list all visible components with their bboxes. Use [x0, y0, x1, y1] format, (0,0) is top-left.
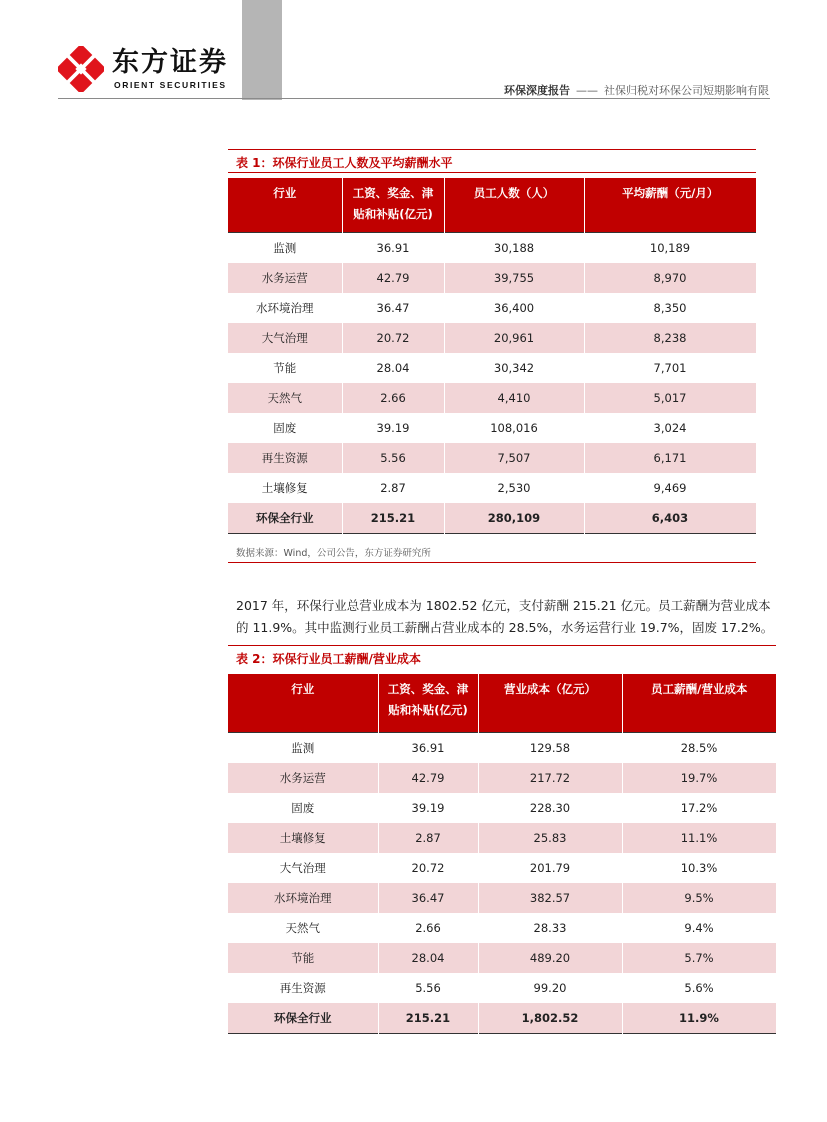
table1-cell: 10,189: [584, 232, 756, 263]
header-rule: [58, 98, 770, 99]
table2-cell: 监测: [228, 732, 378, 763]
table2-cell: 5.7%: [622, 943, 776, 973]
table1-cell: 节能: [228, 353, 342, 383]
table1-cell: 4,410: [444, 383, 584, 413]
table1-row: [228, 263, 756, 293]
table2-cell: 节能: [228, 943, 378, 973]
table1-source: 数据来源：Wind，公司公告，东方证券研究所: [236, 548, 431, 559]
table2-cell: 9.4%: [622, 913, 776, 943]
table1-cell: 5,017: [584, 383, 756, 413]
table1-row: [228, 413, 756, 443]
table2-cell: 天然气: [228, 913, 378, 943]
table1-cell: 8,350: [584, 293, 756, 323]
table1-cell: 36,400: [444, 293, 584, 323]
table2-cell: 217.72: [478, 763, 622, 793]
table1-header-cell: 平均薪酬（元/月）: [584, 178, 756, 232]
table2-cell: 215.21: [378, 1003, 478, 1034]
table2-row: [228, 913, 776, 943]
table1-cell: 20.72: [342, 323, 444, 353]
table2-cell: 382.57: [478, 883, 622, 913]
table2-cell: 129.58: [478, 732, 622, 763]
table1-cell: 8,970: [584, 263, 756, 293]
table1: [228, 178, 757, 534]
table1-title-rule-bottom: [228, 172, 756, 173]
table2-cell: 28.5%: [622, 732, 776, 763]
table1-cell: 215.21: [342, 503, 444, 534]
table2-cell: 5.6%: [622, 973, 776, 1003]
table2-row: [228, 823, 776, 853]
table1-cell: 监测: [228, 232, 342, 263]
table2-cell: 水务运营: [228, 763, 378, 793]
table1-header-row: [228, 178, 756, 232]
table2: [228, 674, 777, 1034]
table1-cell: 39.19: [342, 413, 444, 443]
table2-cell: 36.91: [378, 732, 478, 763]
table1-cell: 30,188: [444, 232, 584, 263]
table1-header-cell: 员工人数（人）: [444, 178, 584, 232]
table2-cell: 28.33: [478, 913, 622, 943]
table2-total-row: [228, 1003, 776, 1034]
company-logo: [58, 46, 248, 96]
table2-header-cell: 行业: [228, 674, 378, 732]
table1-total-row: [228, 503, 756, 534]
table1-cell: 28.04: [342, 353, 444, 383]
table2-cell: 228.30: [478, 793, 622, 823]
table1-cell: 30,342: [444, 353, 584, 383]
table2-cell: 1,802.52: [478, 1003, 622, 1034]
table1-row: [228, 293, 756, 323]
table1-cell: 2,530: [444, 473, 584, 503]
report-type: 环保深度报告: [504, 84, 570, 97]
table1-row: [228, 443, 756, 473]
table2-cell: 20.72: [378, 853, 478, 883]
table1-row: [228, 353, 756, 383]
table2-cell: 2.87: [378, 823, 478, 853]
table1-cell: 8,238: [584, 323, 756, 353]
table2-cell: 2.66: [378, 913, 478, 943]
table1-cell: 36.47: [342, 293, 444, 323]
table2-cell: 201.79: [478, 853, 622, 883]
report-title: 社保归税对环保公司短期影响有限: [604, 84, 769, 97]
table1-cell: 42.79: [342, 263, 444, 293]
table1-title-rule: [228, 149, 756, 150]
table2-cell: 5.56: [378, 973, 478, 1003]
table2-cell: 10.3%: [622, 853, 776, 883]
table2-cell: 环保全行业: [228, 1003, 378, 1034]
table2-row: [228, 883, 776, 913]
table1-cell: 5.56: [342, 443, 444, 473]
table1-cell: 2.87: [342, 473, 444, 503]
table1-cell: 6,403: [584, 503, 756, 534]
table2-row: [228, 973, 776, 1003]
table2-cell: 11.1%: [622, 823, 776, 853]
table1-cell: 6,171: [584, 443, 756, 473]
table2-cell: 水环境治理: [228, 883, 378, 913]
table1-cell: 水务运营: [228, 263, 342, 293]
table1-cell: 280,109: [444, 503, 584, 534]
table2-cell: 28.04: [378, 943, 478, 973]
table1-header-cell: 工资、奖金、津贴和补贴(亿元): [342, 178, 444, 232]
table1-cell: 7,701: [584, 353, 756, 383]
table2-row: [228, 943, 776, 973]
table2-cell: 39.19: [378, 793, 478, 823]
table1-cell: 固废: [228, 413, 342, 443]
table2-header-row: [228, 674, 776, 732]
header-separator: ——: [576, 84, 598, 97]
table2-header-cell: 工资、奖金、津贴和补贴(亿元): [378, 674, 478, 732]
body-paragraph: 2017 年，环保行业总营业成本为 1802.52 亿元，支付薪酬 215.21 亿元。员工薪酬为营业成本的 11.9%。其中监测行业员工薪酬占营业成本的 28.5%，水务运营行业 19.7%，固废 17.2%。: [236, 598, 774, 635]
table1-cell: 环保全行业: [228, 503, 342, 534]
table1-row: [228, 473, 756, 503]
table2-cell: 土壤修复: [228, 823, 378, 853]
table2-cell: 9.5%: [622, 883, 776, 913]
table1-cell: 36.91: [342, 232, 444, 263]
brand-name-cn: 东方证券: [112, 47, 228, 78]
table1-header-cell: 行业: [228, 178, 342, 232]
table2-cell: 36.47: [378, 883, 478, 913]
table2-title-rule: [228, 645, 776, 646]
table2-cell: 42.79: [378, 763, 478, 793]
table2-header-cell: 营业成本（亿元）: [478, 674, 622, 732]
table2-cell: 再生资源: [228, 973, 378, 1003]
table1-source-rule: [228, 562, 756, 563]
table2-cell: 19.7%: [622, 763, 776, 793]
table2-title: 表 2：环保行业员工薪酬/营业成本: [236, 652, 421, 666]
table1-row: [228, 383, 756, 413]
table1-cell: 土壤修复: [228, 473, 342, 503]
orient-securities-logo-icon: [58, 46, 104, 92]
report-header: [504, 82, 769, 98]
table1-cell: 108,016: [444, 413, 584, 443]
table2-row: [228, 763, 776, 793]
table1-row: [228, 323, 756, 353]
table1-cell: 3,024: [584, 413, 756, 443]
table1-cell: 天然气: [228, 383, 342, 413]
table1-cell: 2.66: [342, 383, 444, 413]
brand-name-en: ORIENT SECURITIES: [114, 80, 227, 90]
table1-cell: 大气治理: [228, 323, 342, 353]
table2-cell: 17.2%: [622, 793, 776, 823]
table1-title: 表 1：环保行业员工人数及平均薪酬水平: [236, 156, 453, 170]
table1-cell: 水环境治理: [228, 293, 342, 323]
table1-row: [228, 232, 756, 263]
table2-cell: 大气治理: [228, 853, 378, 883]
table2-row: [228, 853, 776, 883]
table2-cell: 489.20: [478, 943, 622, 973]
table2-cell: 99.20: [478, 973, 622, 1003]
table2-header-cell: 员工薪酬/营业成本: [622, 674, 776, 732]
table1-cell: 39,755: [444, 263, 584, 293]
table2-cell: 11.9%: [622, 1003, 776, 1034]
table2-row: [228, 793, 776, 823]
table1-cell: 20,961: [444, 323, 584, 353]
table2-cell: 25.83: [478, 823, 622, 853]
table2-row: [228, 732, 776, 763]
table1-cell: 9,469: [584, 473, 756, 503]
header-gray-tab: [242, 0, 282, 100]
table1-cell: 再生资源: [228, 443, 342, 473]
table1-cell: 7,507: [444, 443, 584, 473]
table2-cell: 固废: [228, 793, 378, 823]
